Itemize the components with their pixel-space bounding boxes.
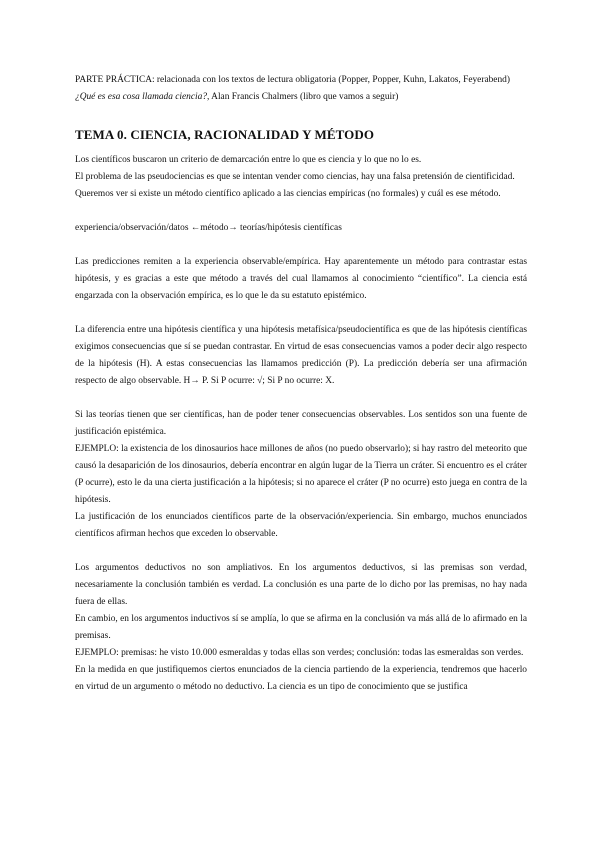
justification-paragraph: La justificación de los enunciados científicos parte de la observación/experiencia. Sin embargo, muchos enunciados científicos afirman hechos que exceden lo observable. (75, 512, 527, 539)
inductive-paragraph: En cambio, en los argumentos inductivos sí se amplía, lo que se afirma en la conclusión va más allá de lo afirmado en la premisas. (75, 614, 527, 641)
deductive-paragraph: Los argumentos deductivos no son ampliativos. En los argumentos deductivos, si las premisas son verdad, necesariamente la conclusión también es verdad. La conclusión es una parte de lo dicho por las premisas, no hay nada fuera de ellas. (75, 563, 527, 607)
intro-paragraph: Los científicos buscaron un criterio de demarcación entre lo que es ciencia y lo que no lo es. (75, 155, 422, 165)
book-author: , Alan Francis Chalmers (libro que vamos a seguir) (207, 92, 399, 102)
intro-paragraph: El problema de las pseudociencias es que se intentan vender como ciencias, hay una falsa pretensión de cientificidad. (75, 172, 515, 182)
practice-line: PARTE PRÁCTICA: relacionada con los textos de lectura obligatoria (Popper, Popper, Kuhn, Lakatos, Feyerabend) (75, 75, 510, 85)
intro-paragraph: Queremos ver si existe un método científico aplicado a las ciencias empíricas (no formales) y cuál es ese método. (75, 189, 501, 199)
dinosaur-example: EJEMPLO: la existencia de los dinosaurios hace millones de años (no puedo observarlo); si hay rastro del meteorito que causó la desaparición de los dinosaurios, debería encontrar en algún lugar de la Tierra un cráter. Si encuentro es el cráter (P ocurre), esto le da una cierta justificación a la hipótesis; si no aparece el cráter (P no ocurre) esto juega en contra de la hipótesis. (75, 444, 527, 505)
observable-paragraph: Si las teorías tienen que ser científicas, han de poder tener consecuencias observables. Los sentidos son una fuente de justificación epistémica. (75, 410, 527, 437)
hypothesis-paragraph: La diferencia entre una hipótesis científica y una hipótesis metafísica/pseudocientífica es que de las hipótesis científicas exigimos consecuencias que sí se puedan contrastar. En virtud de esas consecuencias vamos a poder decir algo respecto de la hipótesis (H). A estas consecuencias las llamamos predicción (P). La predicción debería ser una afirmación respecto de algo observable. H→ P. Si P ocurre: √; Si P no ocurre: X. (75, 325, 527, 386)
emerald-example: EJEMPLO: premisas: he visto 10.000 esmeraldas y todas ellas son verdes; conclusión: todas las esmeraldas son verdes. (75, 648, 524, 658)
section-title: TEMA 0. CIENCIA, RACIONALIDAD Y MÉTODO (75, 127, 375, 142)
document-body (75, 72, 527, 696)
book-reference (75, 89, 527, 106)
conclusion-paragraph: En la medida en que justifiquemos ciertos enunciados de la ciencia partiendo de la experiencia, tendremos que hacerlo en virtud de un argumento o método no deductivo. La ciencia es un tipo de conocimiento que se justifica (75, 665, 527, 692)
predictions-paragraph: Las predicciones remiten a la experiencia observable/empírica. Hay aparentemente un método para contrastar estas hipótesis, y es gracias a este que método a través del cual llamamos al conocimiento “científico”. La ciencia está engarzada con la observación empírica, es lo que le da su estatuto epistémico. (75, 257, 527, 301)
book-title: ¿Qué es esa cosa llamada ciencia? (75, 92, 208, 102)
method-scheme: experiencia/observación/datos ←método→ teorías/hipótesis científicas (75, 223, 342, 233)
